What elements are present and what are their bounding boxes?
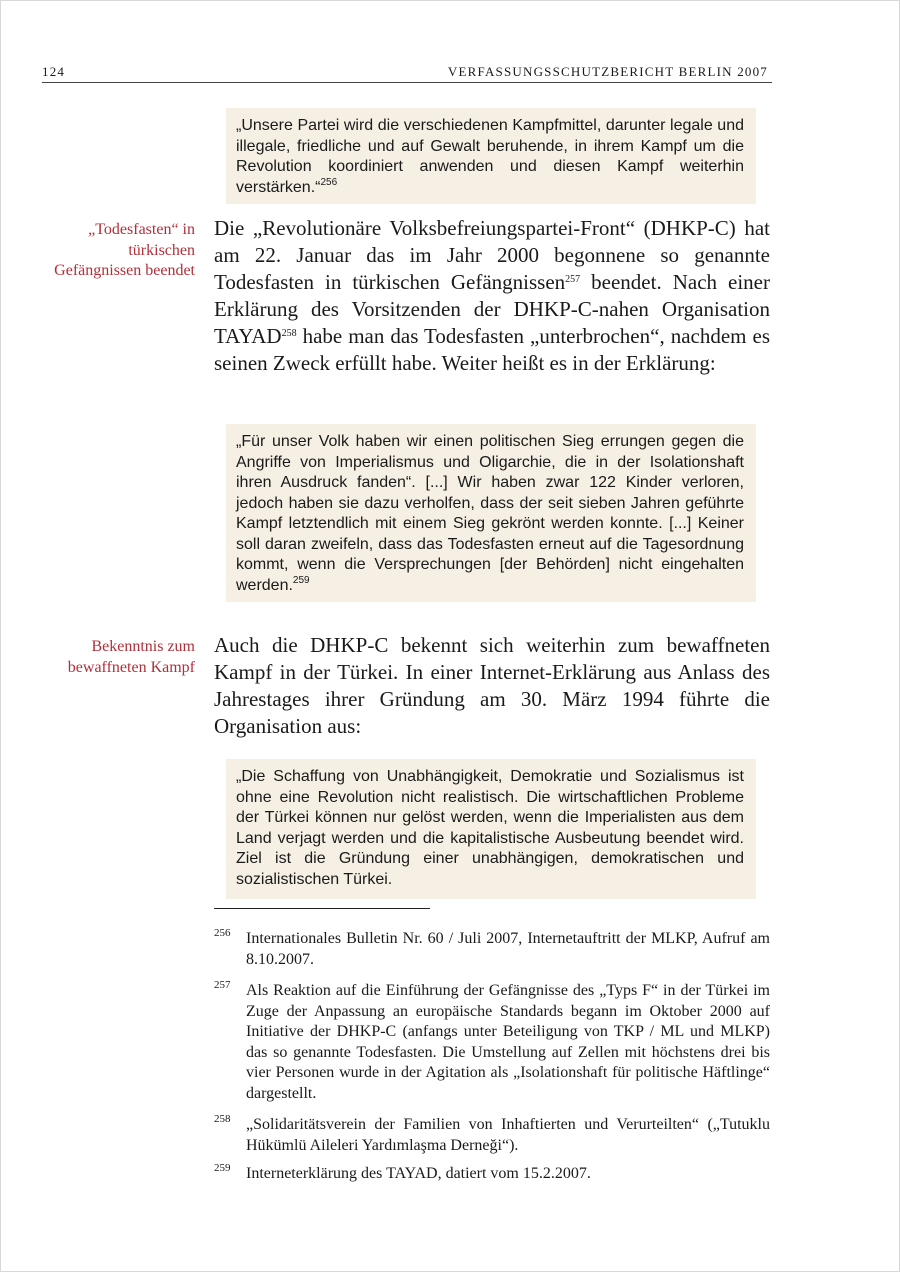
- footnote-number: 257: [214, 979, 231, 991]
- running-title: VERFASSUNGSSCHUTZBERICHT BERLIN 2007: [447, 64, 768, 79]
- paragraph-1-part-a: Die „Revolutionäre Volksbefreiungspartei-Front“ (DHKP-C) hat am 22. Januar das im Jahr 2000 begonnene so genannte Todesfasten in türkischen Gefängnissen: [214, 216, 770, 294]
- footnote-number: 258: [214, 1113, 231, 1125]
- paragraph-1-part-c: habe man das Todesfasten „unterbrochen“, nachdem es seinen Zweck erfüllt habe. Weiter heißt es in der Erklärung:: [214, 324, 770, 375]
- footnote-259: [214, 1164, 770, 1185]
- paragraph-2: Auch die DHKP-C bekennt sich weiterhin zum bewaffneten Kampf in der Türkei. In einer Internet-Erklärung aus Anlass des Jahrestages ihrer Gründung am 30. März 1994 führte die Organisation aus:: [214, 633, 770, 738]
- footnote-number: 259: [214, 1162, 231, 1174]
- footnote-258: [214, 1115, 770, 1156]
- footnote-257: [214, 981, 770, 1104]
- footnote-ref-258[interactable]: 258: [281, 328, 297, 339]
- blockquote-3: [226, 759, 756, 899]
- margin-note-bekenntnis: Bekenntnis zum bewaffneten Kampf: [67, 638, 195, 676]
- footnote-text: Internationales Bulletin Nr. 60 / Juli 2007, Internetauftritt der MLKP, Aufruf am 8.10.2007.: [246, 930, 770, 968]
- running-header: [42, 64, 772, 83]
- paragraph-1-part-b: beendet. Nach einer Erklärung des Vorsitzenden der DHKP-C-nahen Organisation TAYAD: [214, 270, 770, 348]
- footnote-number: 256: [214, 927, 231, 939]
- blockquote-1: [226, 108, 756, 204]
- footnote-ref-259[interactable]: 259: [292, 574, 310, 586]
- footnote-ref-257[interactable]: 257: [565, 274, 581, 285]
- quote-1-text: „Unsere Partei wird die verschiedenen Kampfmittel, darunter legale und illegale, friedliche und auf Gewalt beruhende, in ihrem Kampf um die Revolution koordiniert anwenden und diesen Kampf weiterhin verstärken.“: [236, 117, 744, 196]
- quote-2-text: „Für unser Volk haben wir einen politischen Sieg errungen gegen die Angriffe von Imperialismus und Oligarchie, die in der Isolationshaft ihren Ausdruck fanden“. [...] Wir haben zwar 122 Kinder verloren, jedoch haben sie dazu verholfen, dass der seit sieben Jahren geführte Kampf letztendlich mit einem Sieg gekrönt werden konnte. [...] Keiner soll daran zweifeln, dass das Todesfasten erneut auf die Tagesordnung kommt, wenn die Versprechungen [der Behörden] nicht eingehalten werden.: [236, 433, 744, 594]
- footnote-text: Als Reaktion auf die Einführung der Gefängnisse des „Typs F“ in der Türkei im Zuge der Anpassung an europäische Standards begann im Oktober 2000 auf Initiative der DHKP-C (anfangs unter Beteiligung von TKP / ML und MLKP) das so genannte Todesfasten. Die Umstellung auf Zellen mit höchstens drei bis vier Personen wurde in der Agitation als „Isolationshaft für politische Häftlinge“ dargestellt.: [246, 982, 770, 1102]
- paragraph-1: [214, 215, 770, 377]
- footnote-text: „Solidaritätsverein der Familien von Inhaftierten und Verurteilten“ („Tutuklu Hükümlü Aileleri Yardımlaşma Derneği“).: [246, 1116, 770, 1154]
- margin-note-todesfasten: „Todesfasten“ in türkischen Gefängnissen beendet: [54, 221, 195, 279]
- blockquote-2: [226, 424, 756, 602]
- footnote-separator: [214, 908, 430, 909]
- footnote-ref-256[interactable]: 256: [320, 176, 338, 188]
- footnote-text: Interneterklärung des TAYAD, datiert vom 15.2.2007.: [246, 1165, 591, 1182]
- footnote-256: [214, 929, 770, 970]
- page-number: 124: [42, 64, 66, 79]
- quote-3-text: „Die Schaffung von Unabhängigkeit, Demokratie und Sozialismus ist ohne eine Revolution nicht realistisch. Die wirtschaftlichen Probleme der Türkei können nur gelöst werden, wenn die Imperialisten aus dem Land verjagt werden und die kapitalistische Ausbeutung beendet wird. Ziel ist die Gründung einer unabhängigen, demokratischen und sozialistischen Türkei.: [236, 768, 744, 888]
